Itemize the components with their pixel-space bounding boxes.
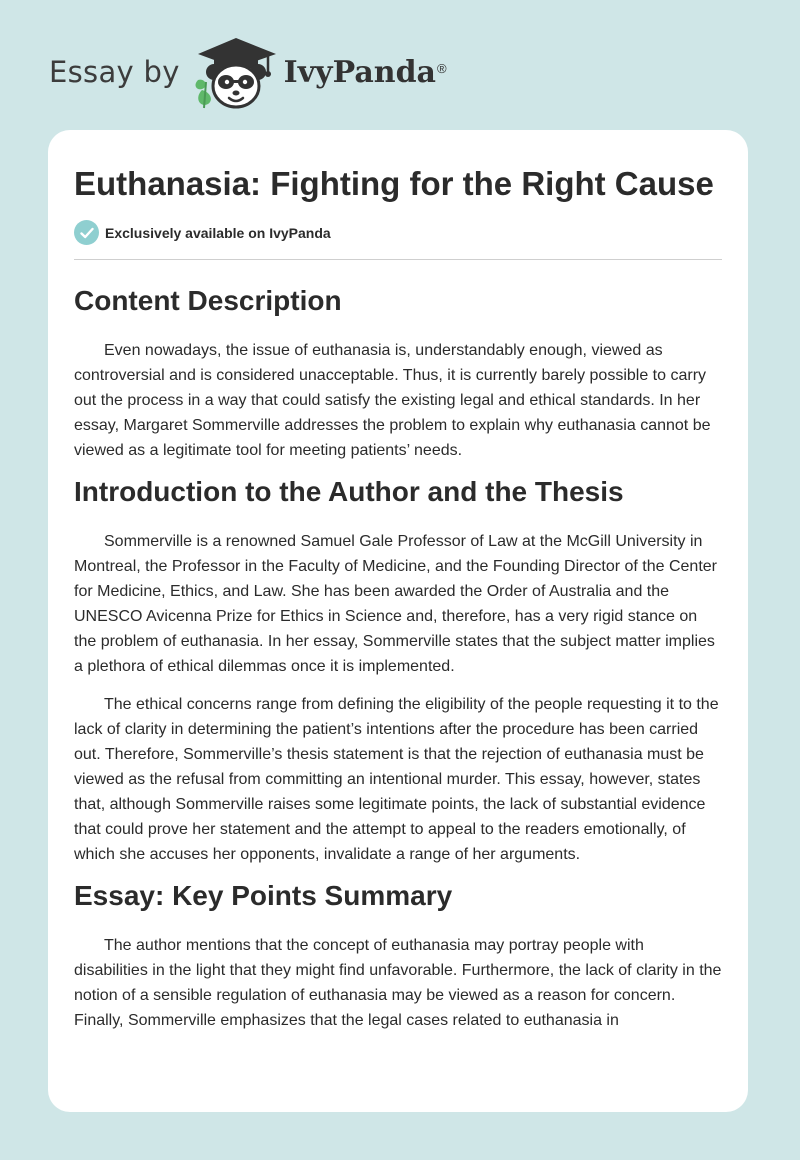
section-paragraph: Sommerville is a renowned Samuel Gale Professor of Law at the McGill University in Montreal, the Professor in the Faculty of Medicine, and the Founding Director of the Center for Medicine, Ethics, and Law. She has been awarded the Order of Australia and the UNESCO Avicenna Prize for Ethics in Science and, therefore, has a very rigid stance on the problem of euthanasia. In her essay, Sommerville states that the subject matter implies a plethora of ethical dilemmas once it is implemented. [74,533,717,675]
section-heading: Essay: Key Points Summary [74,880,453,911]
check-circle-icon [74,220,99,245]
section-heading: Introduction to the Author and the Thesis [74,476,624,507]
brand-prefix: Essay by [49,55,180,89]
essay-title: Euthanasia: Fighting for the Right Cause [74,165,714,202]
section-content-description [74,284,722,463]
section-heading: Content Description [74,285,342,316]
brand-name: IvyPanda [283,54,436,90]
exclusive-badge [74,220,722,245]
title-divider [74,259,722,260]
panda-graduate-icon[interactable] [194,32,278,112]
section-paragraph: Even nowadays, the issue of euthanasia is, understandably enough, viewed as controversial and is considered unacceptable. Thus, it is currently barely possible to carry out the process in a way that could satisfy the existing legal and ethical standards. In her essay, Margaret Sommerville addresses the problem to explain why euthanasia cannot be viewed as a legitimate tool for meeting patients’ needs. [74,342,711,459]
section-introduction [74,475,722,867]
essay-card [48,130,748,1112]
brand-registered-mark: ® [437,60,447,76]
section-paragraph: The ethical concerns range from defining the eligibility of the people requesting it to the lack of clarity in determining the patient’s intentions after the procedure has been carried out. Therefore, Sommerville’s thesis statement is that the rejection of euthanasia must be viewed as the refusal from committing an intentional murder. This essay, however, states that, although Sommerville raises some legitimate points, the lack of substantial evidence that could prove her statement and the attempt to appeal to the readers emotionally, of which she accuses her opponents, invalidate a range of her arguments. [74,696,719,863]
section-paragraph: The author mentions that the concept of euthanasia may portray people with disabilities in the light that they might find unfavorable. Furthermore, the lack of clarity in the notion of a sensible regulation of euthanasia may be viewed as a reason for concern. Finally, Sommerville emphasizes that the legal cases related to euthanasia in [74,937,722,1029]
exclusive-label: Exclusively available on IvyPanda [105,224,331,241]
brand-header [49,32,447,112]
section-key-points [74,879,722,1033]
